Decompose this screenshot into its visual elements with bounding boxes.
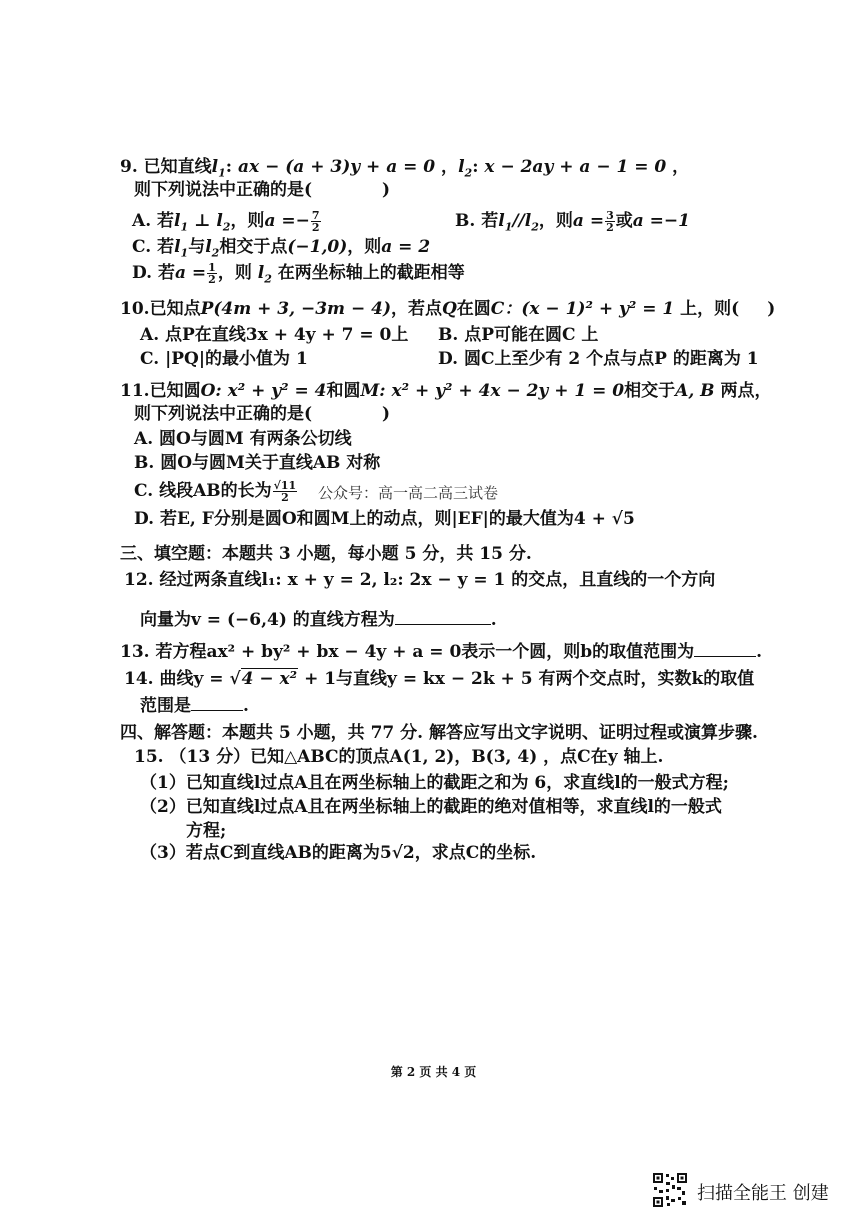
section4-heading: 四、解答题：本题共 5 小题，共 77 分. 解答应写出文字说明、证明过程或演算步骤.: [120, 723, 758, 743]
q14-line1: 14. 曲线y = √4 − x² + 1与直线y = kx − 2k + 5 有两个交点时，实数k的取值: [124, 669, 755, 689]
q9-option-a: A. 若$l_1$ ⊥ $l_2$，则a =− $\frac{7}{2}$: [132, 209, 320, 234]
q9-option-c: C. 若$l_1$与$l_2$相交于点(−1,0)，则a = 2: [132, 237, 431, 260]
q15-part2-line2: 方程;: [186, 821, 227, 841]
q11-option-d: D. 若E, F分别是圆O和圆M上的动点，则|EF|的最大值为4 + √5: [134, 509, 635, 529]
q9-intro: 已知直线: [143, 157, 212, 177]
q11-line2: 则下列说法中正确的是( ): [134, 404, 391, 424]
q15-part1: （1）已知直线l过点A且在两坐标轴上的截距之和为 6，求直线l的一般式方程;: [140, 773, 729, 793]
q9-option-b: B. 若$l_1//l_2$，则a = $\frac{3}{2}$ 或a =−1: [455, 209, 690, 234]
q10-option-c: C. |PQ|的最小值为 1: [140, 349, 308, 369]
answer-blank[interactable]: [694, 640, 756, 657]
scanner-label: 扫描全能王 创建: [697, 1183, 829, 1204]
qr-code-icon: [652, 1172, 688, 1208]
q9-l1-equation: ax − (a + 3)y + a = 0: [238, 157, 436, 177]
answer-blank[interactable]: [191, 694, 243, 711]
watermark: 公众号：高一高二高三试卷: [318, 484, 499, 502]
q15-part2-line1: （2）已知直线l过点A且在两坐标轴上的截距的绝对值相等，求直线l的一般式: [140, 797, 722, 817]
q15-part3: （3）若点C到直线AB的距离为5√2，求点C的坐标.: [140, 843, 537, 863]
q15-intro: 15. （13 分）已知△ABC的顶点A(1, 2)，B(3, 4) ，点C在y 轴上.: [134, 747, 664, 767]
q10-line1: 10.已知点P(4m + 3, −3m − 4)，若点Q在圆C：(x − 1)² + y² = 1 上，则( ): [120, 299, 776, 319]
q10-option-d: D. 圆C上至少有 2 个点与点P 的距离为 1: [438, 349, 759, 369]
q10-option-b: B. 点P可能在圆C 上: [438, 325, 599, 345]
answer-blank[interactable]: [395, 608, 491, 625]
q11-option-b: B. 圆O与圆M关于直线AB 对称: [134, 453, 381, 473]
q11-option-c: C. 线段AB的长为 $\frac{√11}{2}$: [134, 479, 297, 504]
q14-line2: 范围是 .: [140, 696, 249, 716]
q9-number: 9.: [120, 157, 138, 177]
q9-option-d: D. 若a = $\frac{1}{2}$ ，则 $l_2$ 在两坐标轴上的截距相等: [132, 261, 465, 286]
q9-l2-equation: x − 2ay + a − 1 = 0: [484, 157, 667, 177]
q13: 13. 若方程ax² + by² + bx − 4y + a = 0表示一个圆，则b的取值范围为 .: [120, 642, 763, 662]
q11-line1: 11.已知圆O: x² + y² = 4和圆M: x² + y² + 4x − 2y + 1 = 0相交于A, B 两点，: [120, 381, 772, 401]
section3-heading: 三、填空题：本题共 3 小题，每小题 5 分，共 15 分.: [120, 544, 532, 564]
q9-line2: 则下列说法中正确的是( ): [134, 180, 391, 200]
page-footer: 第 2 页 共 4 页: [390, 1065, 477, 1079]
q12-line1: 12. 经过两条直线l₁: x + y = 2, l₂: 2x − y = 1 的交点，且直线的一个方向: [124, 570, 716, 590]
q9-line1: 9. 已知直线$l_1$: ax − (a + 3)y + a = 0 ，$l_2$: x − 2ay + a − 1 = 0 ，: [120, 157, 690, 180]
q12-line2: 向量为v = (−6,4) 的直线方程为 .: [140, 610, 497, 630]
q10-option-a: A. 点P在直线3x + 4y + 7 = 0上: [140, 325, 409, 345]
scanner-badge: [652, 1172, 857, 1212]
q11-option-a: A. 圆O与圆M 有两条公切线: [134, 429, 352, 449]
